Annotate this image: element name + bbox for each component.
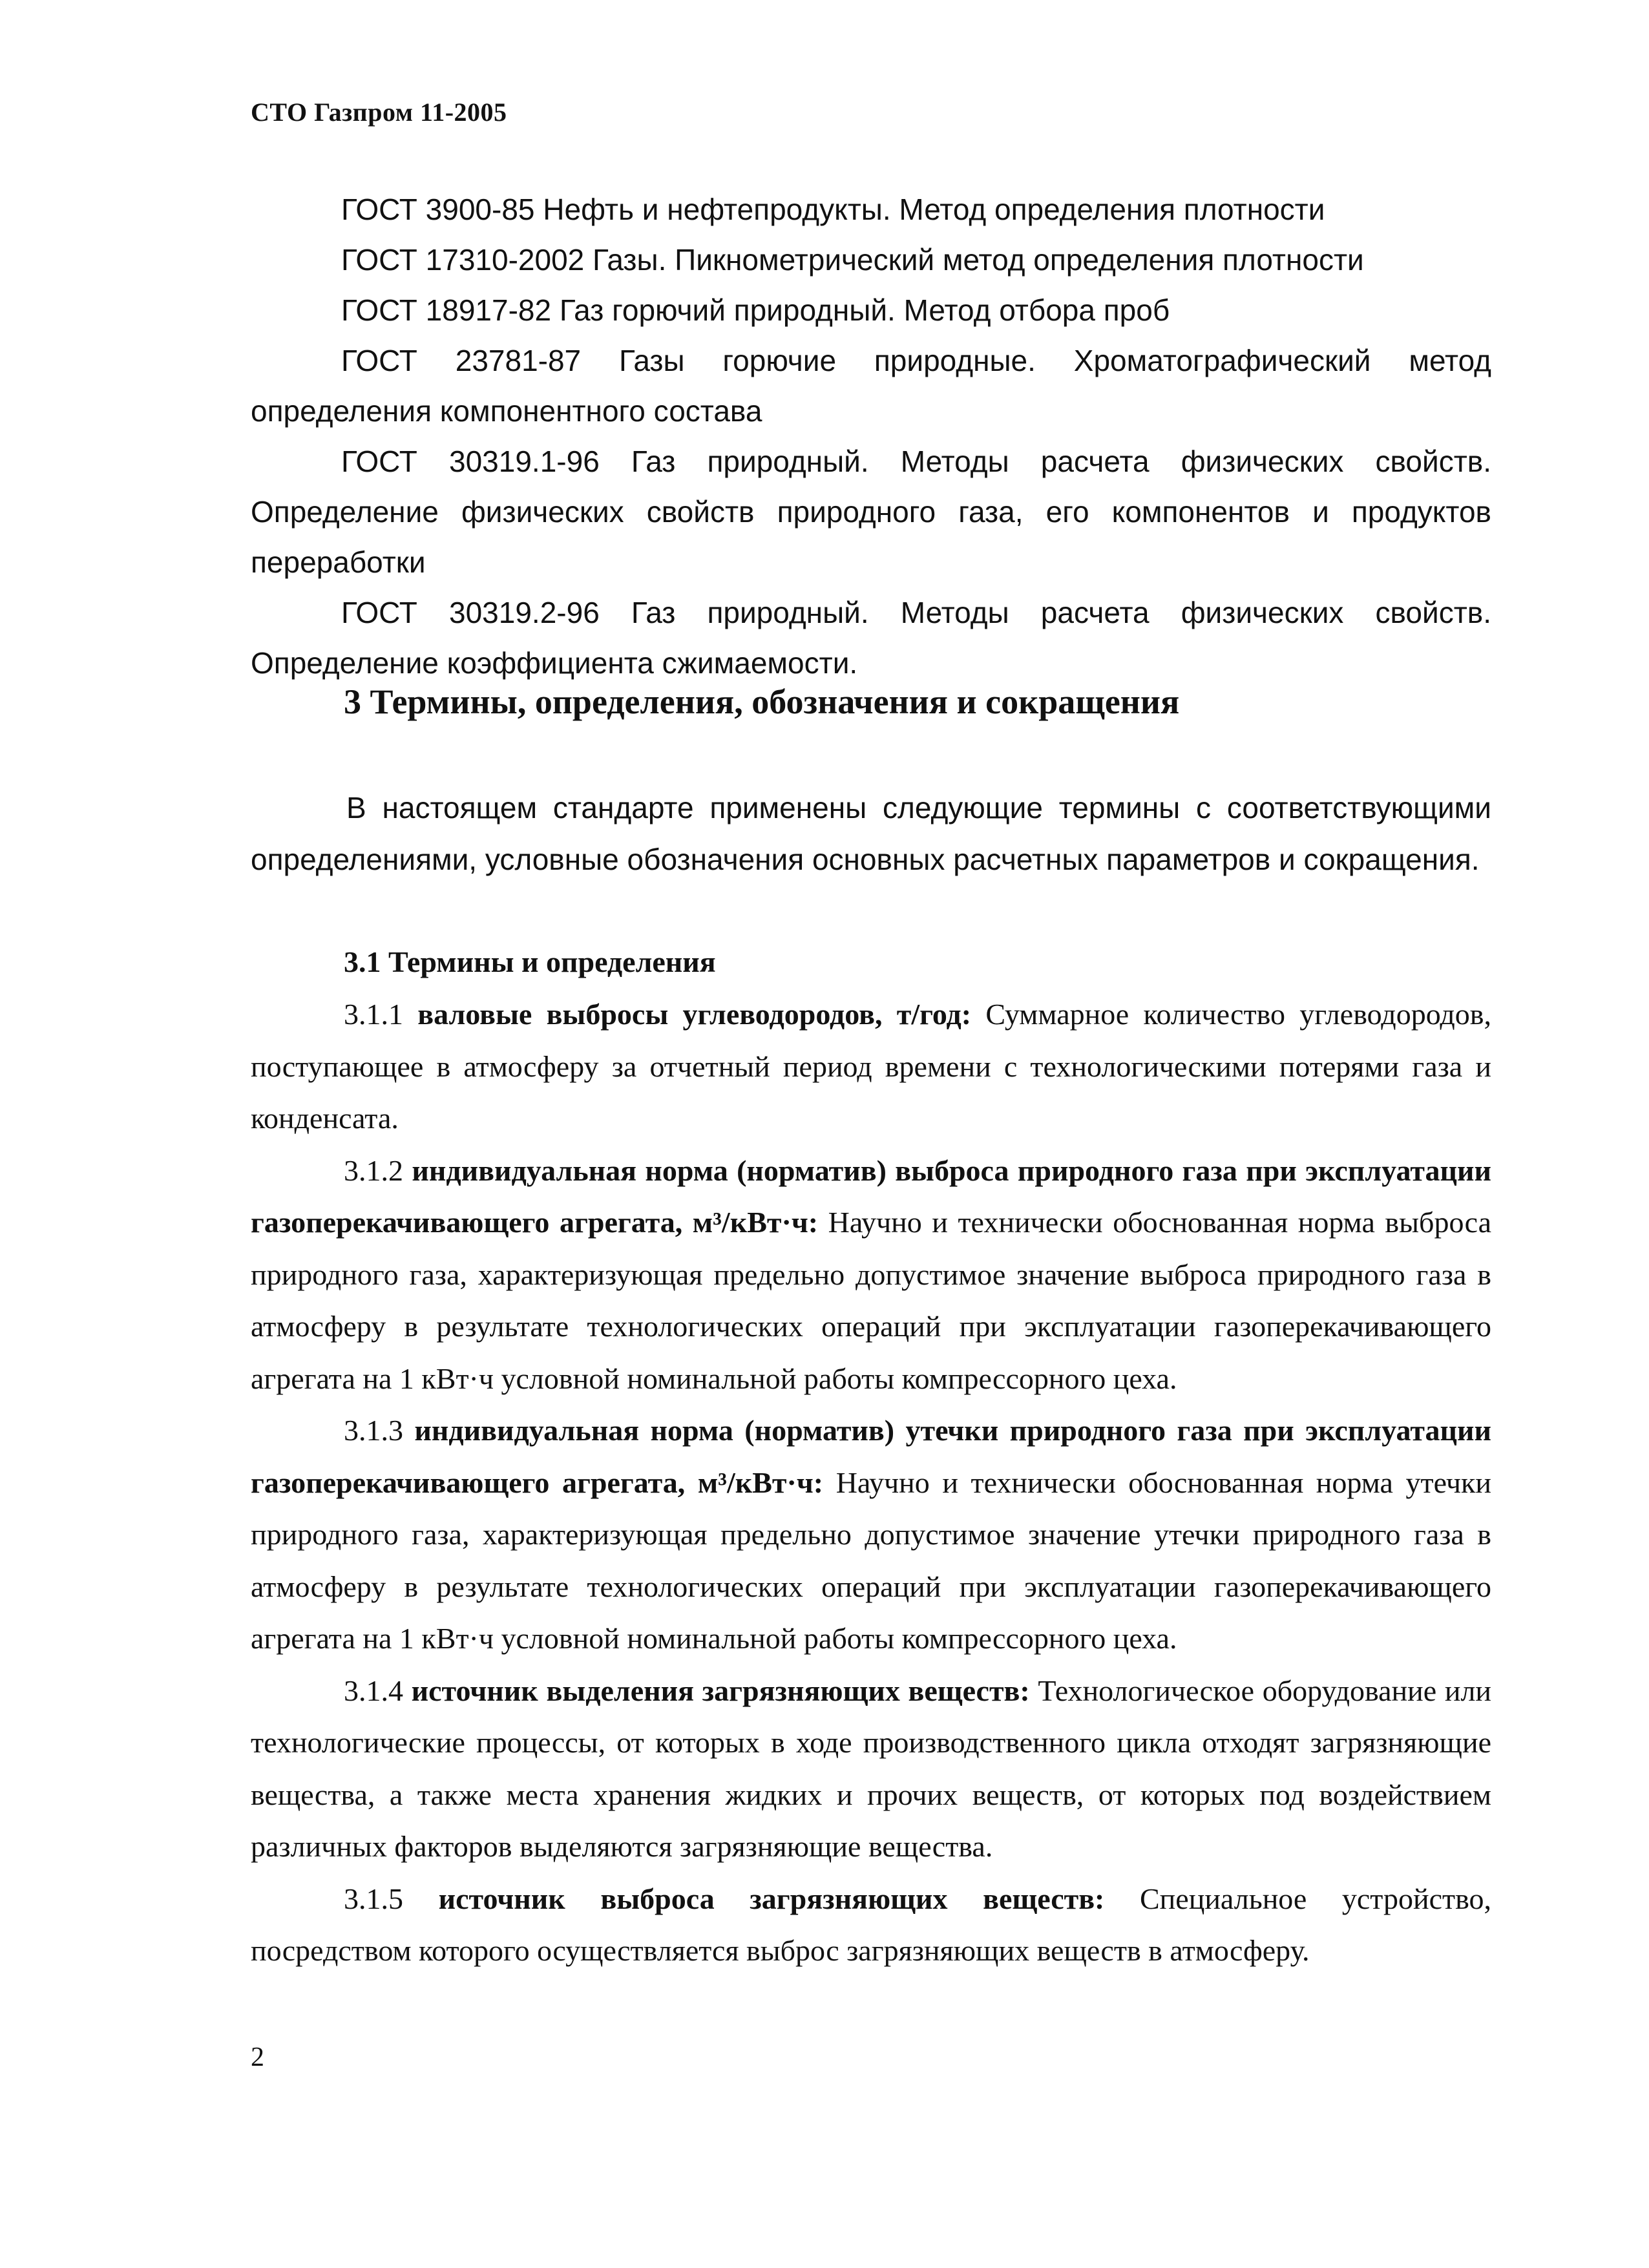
term-name: индивидуальная норма (норматив) выброса природного газа при эксплуатации газоперекачивающего агрегата, м³/кВт·ч: (251, 1153, 1491, 1239)
reference-item: ГОСТ 30319.2-96 Газ природный. Методы расчета физических свойств. Определение коэффициента сжимаемости. (251, 596, 1491, 680)
term-definition: Технологическое оборудование или технологические процессы, от которых в ходе производственного цикла отходят загрязняющие вещества, а также места хранения жидких и прочих веществ, от которых под воздействием различных факторов выделяются загрязняющие вещества. (251, 1674, 1492, 1863)
term-entry (251, 1405, 1491, 1665)
term-entry (251, 1873, 1491, 1977)
term-name: валовые выбросы углеводородов, т/год: (417, 998, 972, 1031)
term-name: источник выброса загрязняющих веществ: (438, 1882, 1105, 1915)
reference-item: ГОСТ 3900-85 Нефть и нефтепродукты. Метод определения плотности (341, 193, 1325, 226)
term-name: источник выделения загрязняющих веществ: (411, 1674, 1030, 1707)
term-number: 3.1.4 (344, 1674, 403, 1707)
document-header: СТО Газпром 11-2005 (251, 98, 507, 127)
term-definition: Научно и технически обоснованная норма выброса природного газа, характеризующая предельно допустимое значение выброса природного газа в атмосферу в результате технологических операций при эксплуатации газоперекачивающего агрегата на 1 кВт·ч условной номинальной работы компрессорного цеха. (251, 1206, 1491, 1395)
page-number: 2 (251, 2042, 264, 2072)
term-definition: Специальное устройство, посредством которого осуществляется выброс загрязняющих веществ в атмосферу. (251, 1882, 1492, 1967)
term-entry (251, 989, 1491, 1145)
term-name: индивидуальная норма (норматив) утечки природного газа при эксплуатации газоперекачивающего агрегата, м³/кВт·ч: (251, 1414, 1491, 1499)
reference-item: ГОСТ 30319.1-96 Газ природный. Методы расчета физических свойств. Определение физических свойств природного газа, его компонентов и продуктов переработки (251, 445, 1491, 579)
term-entry (251, 1145, 1491, 1405)
term-entry (251, 1665, 1491, 1873)
reference-item: ГОСТ 17310-2002 Газы. Пикнометрический метод определения плотности (341, 243, 1364, 277)
term-number: 3.1.2 (344, 1153, 403, 1187)
subsection-title: 3.1 Термины и определения (344, 945, 716, 978)
reference-item: ГОСТ 18917-82 Газ горючий природный. Метод отбора проб (341, 293, 1170, 327)
term-number: 3.1.3 (344, 1414, 403, 1447)
reference-item: ГОСТ 23781-87 Газы горючие природные. Хроматографический метод определения компонентного состава (251, 344, 1491, 428)
section-title: 3 Термины, определения, обозначения и сокращения (344, 682, 1180, 721)
terms-list (251, 989, 1491, 1977)
term-number: 3.1.1 (344, 998, 403, 1031)
term-number: 3.1.5 (344, 1882, 403, 1915)
term-definition: Научно и технически обоснованная норма утечки природного газа, характеризующая предельно допустимое значение утечки природного газа в атмосферу в результате технологических операций при эксплуатации газоперекачивающего агрегата на 1 кВт·ч условной номинальной работы компрессорного цеха. (251, 1465, 1491, 1655)
references-list (251, 184, 1491, 688)
term-definition: Суммарное количество углеводородов, поступающее в атмосферу за отчетный период времени с технологическими потерями газа и конденсата. (251, 998, 1491, 1135)
intro-paragraph: В настоящем стандарте применены следующие термины с соответствующими определениями, условные обозначения основных расчетных параметров и сокращения. (251, 791, 1491, 876)
